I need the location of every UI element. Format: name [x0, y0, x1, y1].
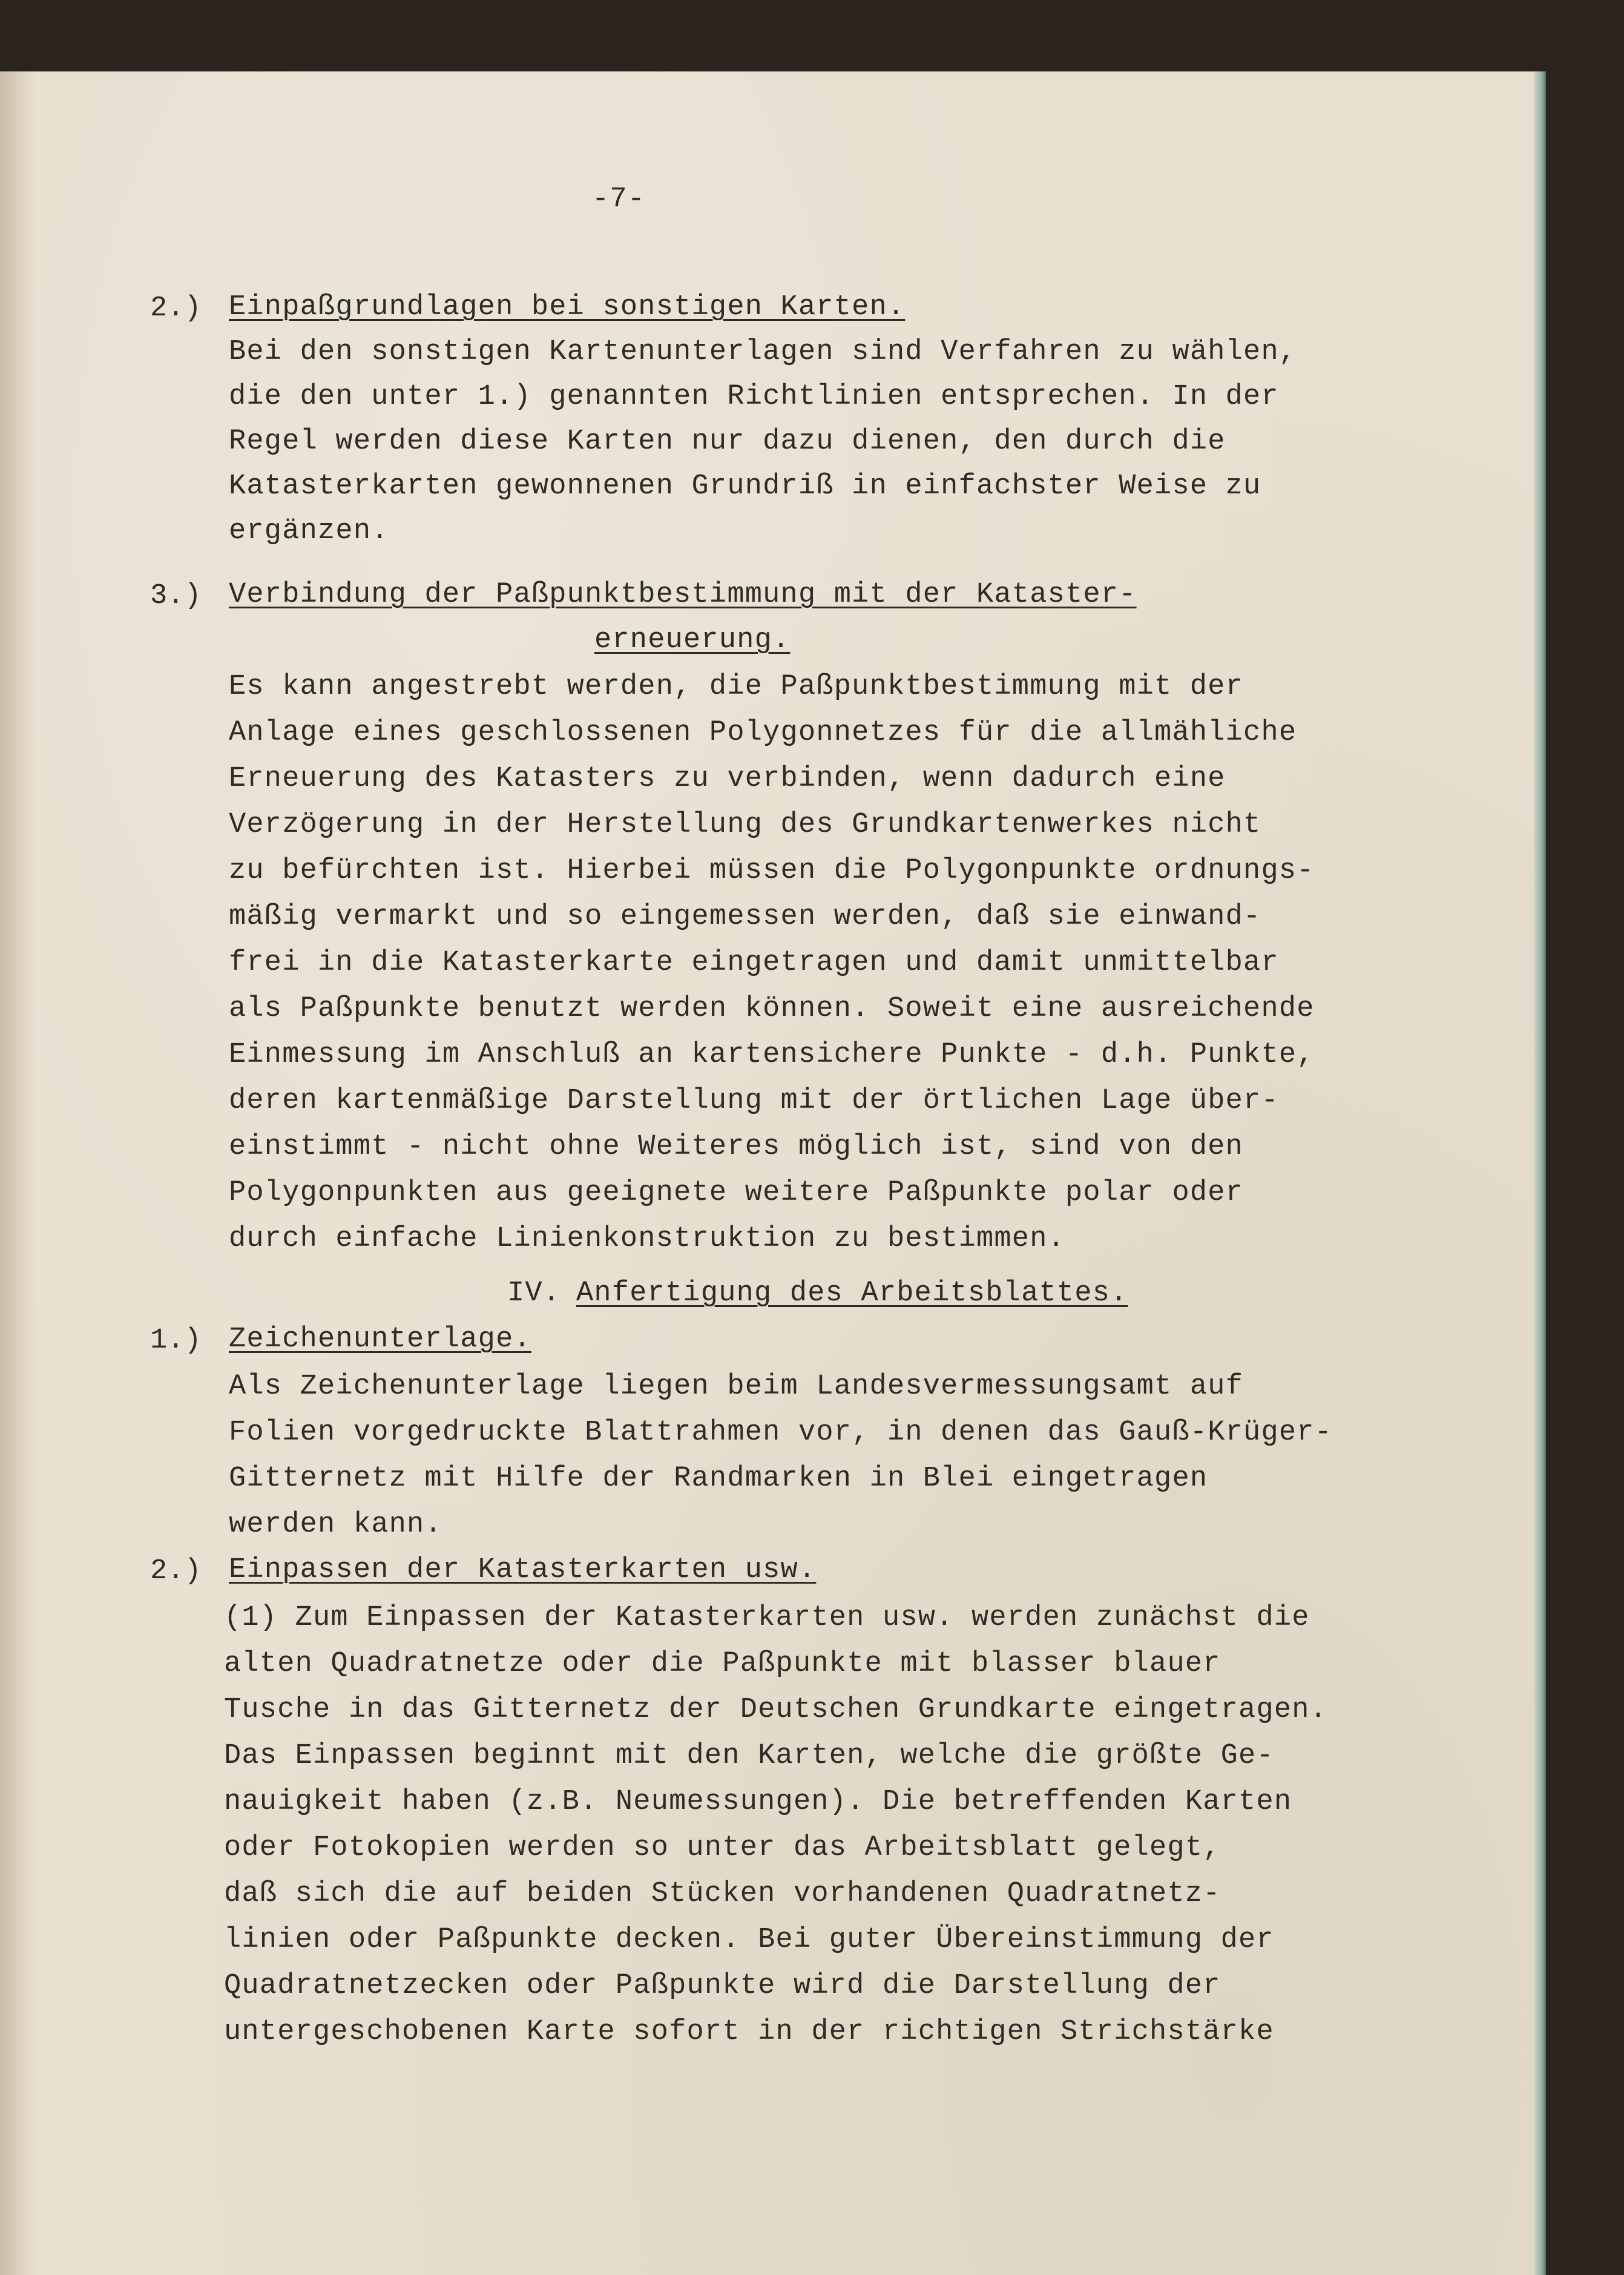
text-line: deren kartenmäßige Darstellung mit der örtlichen Lage über-	[229, 1085, 1279, 1117]
text-line: Das Einpassen beginnt mit den Karten, welche die größte Ge-	[224, 1740, 1274, 1772]
section-number: 3.)	[150, 580, 202, 612]
book-gutter	[0, 71, 36, 2275]
text-line: linien oder Paßpunkte decken. Bei guter Übereinstimmung der	[224, 1924, 1274, 1956]
text-line: Bei den sonstigen Kartenunterlagen sind Verfahren zu wählen,	[229, 336, 1297, 368]
section-heading: Einpassen der Katasterkarten usw.	[229, 1554, 817, 1586]
section-number: 1.)	[150, 1325, 202, 1357]
text-line: Quadratnetzecken oder Paßpunkte wird die Darstellung der	[224, 1970, 1221, 2002]
chapter-title: Anfertigung des Arbeitsblattes.	[576, 1277, 1128, 1309]
page-number: -7-	[592, 183, 646, 216]
section-heading-continued: erneuerung.	[594, 624, 791, 656]
text-line: Verzögerung in der Herstellung des Grundkartenwerkes nicht	[229, 809, 1261, 841]
section-heading: Einpaßgrundlagen bei sonstigen Karten.	[229, 291, 906, 323]
text-line: Katasterkarten gewonnenen Grundriß in einfachster Weise zu	[229, 470, 1261, 502]
text-line: Regel werden diese Karten nur dazu dienen, den durch die	[229, 426, 1226, 458]
text-line: frei in die Katasterkarte eingetragen und damit unmittelbar	[229, 947, 1279, 979]
text-line: Erneuerung des Katasters zu verbinden, wenn dadurch eine	[229, 763, 1226, 795]
text-line: ergänzen.	[229, 515, 389, 547]
section-number: 2.)	[150, 1555, 202, 1587]
text-line: Folien vorgedruckte Blattrahmen vor, in denen das Gauß-Krüger-	[229, 1417, 1333, 1449]
text-line: zu befürchten ist. Hierbei müssen die Polygonpunkte ordnungs-	[229, 855, 1315, 887]
text-line: Es kann angestrebt werden, die Paßpunktbestimmung mit der	[229, 671, 1244, 703]
page-edge	[1533, 71, 1546, 2275]
text-line: Als Zeichenunterlage liegen beim Landesvermessungsamt auf	[229, 1371, 1244, 1403]
text-line: daß sich die auf beiden Stücken vorhandenen Quadratnetz-	[224, 1878, 1221, 1910]
section-heading: Verbindung der Paßpunktbestimmung mit der Kataster-	[229, 579, 1137, 611]
text-line: Gitternetz mit Hilfe der Randmarken in Blei eingetragen	[229, 1463, 1208, 1495]
text-line: werden kann.	[229, 1509, 442, 1541]
text-line: Tusche in das Gitternetz der Deutschen Grundkarte eingetragen.	[224, 1694, 1328, 1726]
text-line: untergeschobenen Karte sofort in der richtigen Strichstärke	[224, 2016, 1274, 2048]
text-line: als Paßpunkte benutzt werden können. Soweit eine ausreichende	[229, 993, 1315, 1025]
text-line: einstimmt - nicht ohne Weiteres möglich ist, sind von den	[229, 1131, 1244, 1163]
text-line: oder Fotokopien werden so unter das Arbeitsblatt gelegt,	[224, 1832, 1221, 1864]
section-heading: Zeichenunterlage.	[229, 1323, 531, 1355]
text-line: nauigkeit haben (z.B. Neumessungen). Die betreffenden Karten	[224, 1786, 1292, 1818]
text-line: die den unter 1.) genannten Richtlinien entsprechen. In der	[229, 381, 1279, 413]
text-line: durch einfache Linienkonstruktion zu bestimmen.	[229, 1223, 1066, 1255]
section-number: 2.)	[150, 292, 202, 324]
text-line: Einmessung im Anschluß an kartensichere Punkte - d.h. Punkte,	[229, 1039, 1315, 1071]
text-line: Anlage eines geschlossenen Polygonnetzes für die allmähliche	[229, 717, 1297, 749]
chapter-numeral: IV.	[507, 1277, 561, 1309]
text-line: mäßig vermarkt und so eingemessen werden, daß sie einwand-	[229, 901, 1261, 933]
text-line: (1) Zum Einpassen der Katasterkarten usw. werden zunächst die	[224, 1602, 1310, 1634]
text-line: alten Quadratnetze oder die Paßpunkte mit blasser blauer	[224, 1648, 1221, 1680]
text-line: Polygonpunkten aus geeignete weitere Paßpunkte polar oder	[229, 1177, 1244, 1209]
